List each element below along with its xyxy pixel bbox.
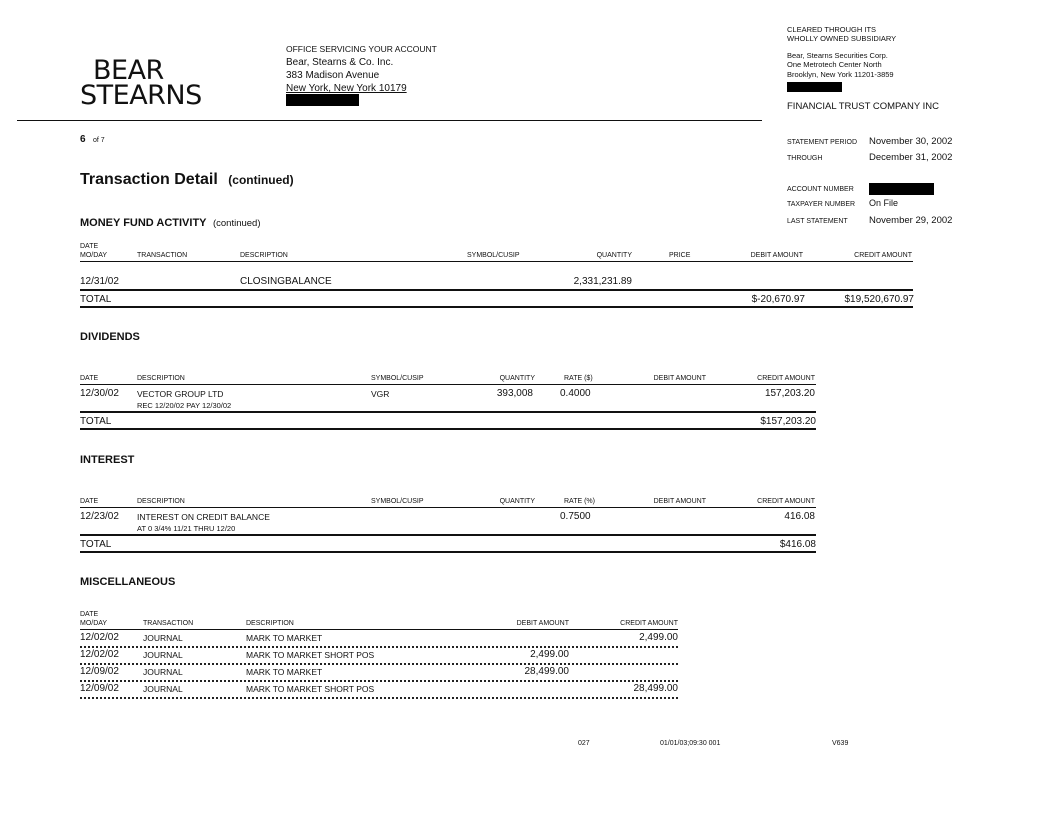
int-header-quantity: QUANTITY [499,498,535,505]
int-total-top-rule [80,534,816,536]
misc-row-4-transaction: JOURNAL [143,684,183,694]
last-statement-label: LAST STATEMENT [787,218,848,225]
mf-header-symbol: SYMBOL/CUSIP [467,252,520,259]
misc-row-1-transaction: JOURNAL [143,633,183,643]
div-row-date: 12/30/02 [80,388,119,399]
misc-heading: MISCELLANEOUS [80,576,176,588]
redacted-subsidiary-info [787,82,842,92]
int-row-description-2: AT 0 3/4% 11/21 THRU 12/20 [137,524,236,533]
footer-code-2: 01/01/03;09:30 001 [660,740,721,747]
footer-code-1: 027 [578,740,590,747]
int-row-credit: 416.08 [784,511,815,522]
div-row-rate: 0.4000 [560,388,591,399]
div-total-bottom-rule [80,428,816,430]
last-statement-value: November 29, 2002 [869,215,953,226]
misc-row-1-separator [80,646,678,648]
misc-header-credit: CREDIT AMOUNT [620,620,678,627]
int-header-description: DESCRIPTION [137,498,185,505]
mf-header-date-1: DATE [80,243,99,250]
div-row-description: VECTOR GROUP LTD [137,389,224,399]
div-header-symbol: SYMBOL/CUSIP [371,375,424,382]
misc-row-3-transaction: JOURNAL [143,667,183,677]
div-row-description-2: REC 12/20/02 PAY 12/30/02 [137,401,232,410]
div-header-rule [80,384,816,385]
misc-row-4-description: MARK TO MARKET SHORT POS [246,684,375,694]
money-fund-continued: (continued) [212,218,261,229]
mf-total-debit: $-20,670.97 [751,294,805,305]
cleared-through-line-1: CLEARED THROUGH ITS [787,25,877,34]
money-fund-heading [80,213,261,231]
page-number: 6 [80,134,86,145]
misc-row-3-debit: 28,499.00 [524,666,569,677]
mf-header-rule [80,261,913,262]
misc-row-3-separator [80,680,678,682]
misc-header-debit: DEBIT AMOUNT [516,620,569,627]
page-title [80,171,294,189]
title-continued: (continued) [228,173,294,187]
cleared-through-line-2: WHOLLY OWNED SUBSIDIARY [787,34,897,43]
logo-line-1: BEAR [93,55,164,86]
subsidiary-name: Bear, Stearns Securities Corp. [787,51,888,60]
office-street: 383 Madison Avenue [286,70,380,81]
through-label: THROUGH [787,155,823,162]
through-value: December 31, 2002 [869,152,953,163]
page-of: of 7 [93,137,105,144]
misc-header-date-2: MO/DAY [80,620,108,627]
int-header-rate: RATE (%) [564,498,595,505]
div-header-rate: RATE ($) [564,375,593,382]
misc-header-date-1: DATE [80,611,99,618]
int-row-rate: 0.7500 [560,511,591,522]
misc-row-1-date: 12/02/02 [80,632,119,643]
int-total-bottom-rule [80,551,816,553]
mf-row-date: 12/31/02 [80,276,119,287]
title-main: Transaction Detail [80,171,218,188]
page-indicator [80,129,105,147]
misc-row-4-credit: 28,499.00 [633,683,678,694]
mf-header-transaction: TRANSACTION [137,252,188,259]
taxpayer-number-label: TAXPAYER NUMBER [787,201,856,208]
misc-row-3-date: 12/09/02 [80,666,119,677]
misc-row-4-date: 12/09/02 [80,683,119,694]
bear-stearns-logo [80,55,202,111]
mf-header-debit: DEBIT AMOUNT [750,252,803,259]
misc-row-4-separator [80,697,678,699]
misc-row-1-credit: 2,499.00 [639,632,678,643]
mf-header-credit: CREDIT AMOUNT [854,252,912,259]
mf-header-quantity: QUANTITY [596,252,632,259]
int-header-rule [80,507,816,508]
int-row-description: INTEREST ON CREDIT BALANCE [137,512,270,522]
misc-row-2-transaction: JOURNAL [143,650,183,660]
div-header-description: DESCRIPTION [137,375,185,382]
office-name: Bear, Stearns & Co. Inc. [286,57,394,68]
div-row-symbol: VGR [371,389,390,399]
header-divider [17,120,762,121]
div-total-label: TOTAL [80,416,112,427]
office-label: OFFICE SERVICING YOUR ACCOUNT [286,44,437,54]
client-name: FINANCIAL TRUST COMPANY INC [787,101,940,112]
mf-total-credit: $19,520,670.97 [844,294,914,305]
misc-header-description: DESCRIPTION [246,620,294,627]
div-total-credit: $157,203.20 [760,416,816,427]
subsidiary-street: One Metrotech Center North [787,60,882,69]
div-row-quantity: 393,008 [496,388,533,399]
redacted-office-phone [286,94,359,106]
misc-row-2-description: MARK TO MARKET SHORT POS [246,650,375,660]
div-header-credit: CREDIT AMOUNT [757,375,815,382]
int-header-date: DATE [80,498,99,505]
footer-code-3: V639 [832,740,849,747]
mf-total-label: TOTAL [80,294,112,305]
div-total-top-rule [80,411,816,413]
div-header-debit: DEBIT AMOUNT [653,375,706,382]
interest-heading: INTEREST [80,454,135,466]
taxpayer-number-value: On File [869,198,899,208]
int-total-credit: $416.08 [779,539,816,550]
misc-row-2-debit: 2,499.00 [530,649,569,660]
mf-header-price: PRICE [669,252,691,259]
mf-total-bottom-rule [80,306,913,308]
redacted-account-number [869,183,934,195]
int-total-label: TOTAL [80,539,112,550]
int-header-symbol: SYMBOL/CUSIP [371,498,424,505]
statement-period-value: November 30, 2002 [869,136,953,147]
subsidiary-city: Brooklyn, New York 11201-3859 [787,70,894,79]
int-header-credit: CREDIT AMOUNT [757,498,815,505]
misc-row-1-description: MARK TO MARKET [246,633,323,643]
account-number-label: ACCOUNT NUMBER [787,186,854,193]
misc-header-transaction: TRANSACTION [143,620,194,627]
div-header-quantity: QUANTITY [499,375,535,382]
mf-header-description: DESCRIPTION [240,252,288,259]
misc-row-2-separator [80,663,678,665]
office-city: New York, New York 10179 [286,83,407,94]
div-row-credit: 157,203.20 [764,388,815,399]
int-header-debit: DEBIT AMOUNT [653,498,706,505]
mf-header-date-2: MO/DAY [80,252,108,259]
logo-line-2: STEARNS [80,80,202,111]
mf-row-quantity: 2,331,231.89 [573,276,632,287]
dividends-heading: DIVIDENDS [80,331,140,343]
mf-total-top-rule [80,289,913,291]
int-row-date: 12/23/02 [80,511,119,522]
statement-period-label: STATEMENT PERIOD [787,139,858,146]
misc-row-3-description: MARK TO MARKET [246,667,323,677]
mf-row-description: CLOSINGBALANCE [240,276,332,287]
misc-row-2-date: 12/02/02 [80,649,119,660]
misc-header-rule [80,629,678,630]
div-header-date: DATE [80,375,99,382]
money-fund-title: MONEY FUND ACTIVITY [80,217,207,229]
